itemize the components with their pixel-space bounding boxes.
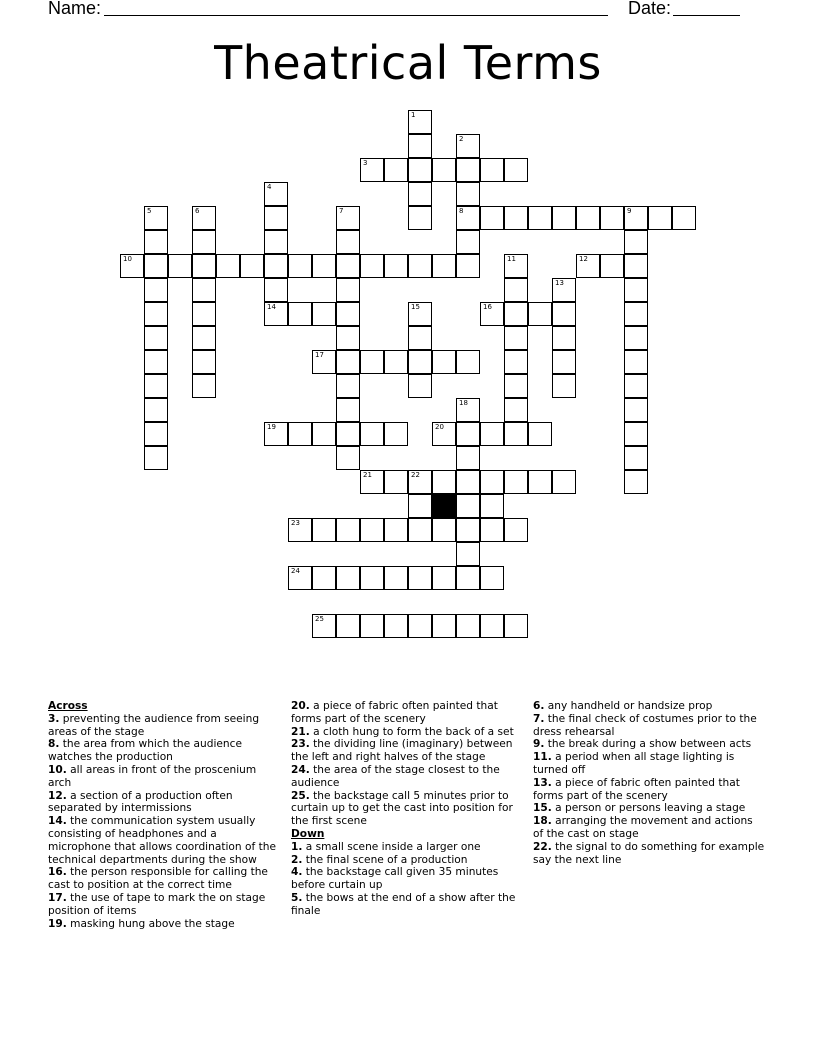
clue-item <box>48 764 278 790</box>
grid-cell[interactable] <box>528 422 552 446</box>
clue-item <box>291 738 521 764</box>
clue-column-3 <box>533 700 765 866</box>
grid-cell[interactable] <box>312 302 336 326</box>
grid-cell[interactable] <box>336 206 360 230</box>
grid-cell[interactable] <box>456 398 480 422</box>
grid-cell[interactable] <box>408 302 432 326</box>
grid-cell[interactable] <box>408 182 432 206</box>
clue-number: 13. <box>533 776 552 789</box>
grid-cell[interactable] <box>456 206 480 230</box>
grid-cell[interactable] <box>408 134 432 158</box>
grid-cell[interactable] <box>456 542 480 566</box>
grid-cell[interactable] <box>360 158 384 182</box>
grid-cell[interactable] <box>456 614 480 638</box>
clue-number: 16. <box>48 866 67 879</box>
grid-cell[interactable] <box>264 206 288 230</box>
grid-cell[interactable] <box>144 398 168 422</box>
clue-text: any handheld or handsize prop <box>544 700 713 712</box>
clue-item <box>291 866 521 892</box>
clue-item <box>533 751 765 777</box>
clue-number: 7. <box>533 712 545 725</box>
grid-cell[interactable] <box>528 470 552 494</box>
clue-text: a person or persons leaving a stage <box>551 802 746 815</box>
grid-cell[interactable] <box>192 302 216 326</box>
grid-cell[interactable] <box>264 254 288 278</box>
grid-cell[interactable] <box>480 494 504 518</box>
grid-cell[interactable] <box>456 158 480 182</box>
grid-cell[interactable] <box>192 326 216 350</box>
grid-cell[interactable] <box>312 518 336 542</box>
grid-cell[interactable] <box>192 374 216 398</box>
grid-cell[interactable] <box>432 350 456 374</box>
grid-cell[interactable] <box>504 422 528 446</box>
grid-cell[interactable] <box>552 374 576 398</box>
clue-number: 2. <box>291 853 303 866</box>
grid-cell[interactable] <box>504 518 528 542</box>
grid-cell[interactable] <box>408 254 432 278</box>
grid-cell[interactable] <box>600 206 624 230</box>
grid-cell[interactable] <box>144 206 168 230</box>
grid-cell[interactable] <box>336 326 360 350</box>
grid-cell[interactable] <box>552 278 576 302</box>
cell-number: 10 <box>123 255 132 263</box>
black-cell <box>432 494 456 518</box>
cell-number: 25 <box>315 615 324 623</box>
grid-cell[interactable] <box>480 614 504 638</box>
clue-column-1 <box>48 700 278 930</box>
grid-cell[interactable] <box>648 206 672 230</box>
grid-cell[interactable] <box>144 350 168 374</box>
grid-cell[interactable] <box>456 422 480 446</box>
grid-cell[interactable] <box>456 446 480 470</box>
cell-number: 14 <box>267 303 276 311</box>
clue-text: the bows at the end of a show after the finale <box>291 891 516 917</box>
grid-cell[interactable] <box>192 230 216 254</box>
grid-cell[interactable] <box>264 302 288 326</box>
grid-cell[interactable] <box>552 206 576 230</box>
cell-number: 16 <box>483 303 492 311</box>
cell-number: 20 <box>435 423 444 431</box>
clue-item <box>48 892 278 918</box>
grid-cell[interactable] <box>384 350 408 374</box>
grid-cell[interactable] <box>504 302 528 326</box>
cell-number: 11 <box>507 255 516 263</box>
cell-number: 2 <box>459 135 464 143</box>
clue-item <box>48 738 278 764</box>
grid-cell[interactable] <box>528 302 552 326</box>
grid-cell[interactable] <box>456 254 480 278</box>
grid-cell[interactable] <box>288 422 312 446</box>
grid-cell[interactable] <box>600 254 624 278</box>
grid-cell[interactable] <box>480 158 504 182</box>
name-label: Name: <box>48 0 102 18</box>
grid-cell[interactable] <box>408 374 432 398</box>
grid-cell[interactable] <box>624 302 648 326</box>
grid-cell[interactable] <box>216 254 240 278</box>
clue-number: 10. <box>48 763 67 776</box>
grid-cell[interactable] <box>624 230 648 254</box>
clue-text: a cloth hung to form the back of a set <box>309 725 514 738</box>
clue-text: the final check of costumes prior to the dress rehearsal <box>533 712 757 738</box>
clue-number: 20. <box>291 700 310 712</box>
grid-cell[interactable] <box>312 614 336 638</box>
grid-cell[interactable] <box>624 422 648 446</box>
grid-cell[interactable] <box>312 422 336 446</box>
clue-number: 15. <box>533 802 552 815</box>
grid-cell[interactable] <box>552 470 576 494</box>
grid-cell[interactable] <box>360 470 384 494</box>
grid-cell[interactable] <box>432 614 456 638</box>
clue-text: the use of tape to mark the on stage position of items <box>48 891 266 917</box>
grid-cell[interactable] <box>456 350 480 374</box>
cell-number: 15 <box>411 303 420 311</box>
clue-text: all areas in front of the proscenium arch <box>48 763 257 789</box>
grid-cell[interactable] <box>144 422 168 446</box>
clue-item <box>48 790 278 816</box>
cell-number: 12 <box>579 255 588 263</box>
clue-number: 9. <box>533 738 545 751</box>
grid-cell[interactable] <box>408 566 432 590</box>
grid-cell[interactable] <box>480 302 504 326</box>
clue-number: 24. <box>291 763 310 776</box>
grid-cell[interactable] <box>504 206 528 230</box>
cell-number: 6 <box>195 207 200 215</box>
grid-cell[interactable] <box>408 518 432 542</box>
clue-text: a small scene inside a larger one <box>302 840 481 853</box>
grid-cell[interactable] <box>384 518 408 542</box>
cell-number: 8 <box>459 207 464 215</box>
grid-cell[interactable] <box>624 398 648 422</box>
grid-cell[interactable] <box>624 278 648 302</box>
cell-number: 1 <box>411 111 416 119</box>
grid-cell[interactable] <box>312 254 336 278</box>
grid-cell[interactable] <box>408 206 432 230</box>
grid-cell[interactable] <box>504 398 528 422</box>
grid-cell[interactable] <box>384 158 408 182</box>
grid-cell[interactable] <box>480 518 504 542</box>
grid-cell[interactable] <box>624 470 648 494</box>
clue-item <box>291 892 521 918</box>
grid-cell[interactable] <box>312 566 336 590</box>
clue-number: 8. <box>48 738 60 751</box>
cell-number: 17 <box>315 351 324 359</box>
clue-text: the dividing line (imaginary) between the left and right halves of the stage <box>291 738 513 764</box>
grid-cell[interactable] <box>480 206 504 230</box>
grid-cell[interactable] <box>624 326 648 350</box>
clue-number: 19. <box>48 917 67 930</box>
grid-cell[interactable] <box>264 278 288 302</box>
cell-number: 4 <box>267 183 272 191</box>
grid-cell[interactable] <box>624 206 648 230</box>
clue-text: a section of a production often separated by intermissions <box>48 789 233 815</box>
grid-cell[interactable] <box>408 494 432 518</box>
grid-cell[interactable] <box>456 470 480 494</box>
grid-cell[interactable] <box>504 350 528 374</box>
grid-cell[interactable] <box>192 278 216 302</box>
cell-number: 19 <box>267 423 276 431</box>
cell-number: 22 <box>411 471 420 479</box>
clue-number: 21. <box>291 725 310 738</box>
grid-cell[interactable] <box>624 254 648 278</box>
grid-cell[interactable] <box>408 470 432 494</box>
clue-number: 1. <box>291 840 303 853</box>
clue-text: a piece of fabric often painted that forms part of the scenery <box>533 776 740 802</box>
clue-item <box>533 713 765 739</box>
grid-cell[interactable] <box>192 206 216 230</box>
grid-cell[interactable] <box>336 422 360 446</box>
cell-number: 7 <box>339 207 344 215</box>
grid-cell[interactable] <box>336 254 360 278</box>
grid-cell[interactable] <box>336 446 360 470</box>
grid-cell[interactable] <box>528 206 552 230</box>
grid-cell[interactable] <box>360 518 384 542</box>
clue-number: 17. <box>48 891 67 904</box>
grid-cell[interactable] <box>192 254 216 278</box>
grid-cell[interactable] <box>432 158 456 182</box>
clue-number: 25. <box>291 789 310 802</box>
grid-cell[interactable] <box>384 422 408 446</box>
clue-text: the backstage call 5 minutes prior to curtain up to get the cast into position for the first scene <box>291 789 513 828</box>
clue-item <box>48 866 278 892</box>
clue-number: 12. <box>48 789 67 802</box>
clue-item <box>533 700 765 713</box>
grid-cell[interactable] <box>384 566 408 590</box>
date-label: Date: <box>628 0 672 18</box>
clue-item <box>533 802 765 815</box>
grid-cell[interactable] <box>504 158 528 182</box>
clue-text: the communication system usually consisting of headphones and a microphone that allows coordination of the technical departments during the show <box>48 815 276 866</box>
cell-number: 3 <box>363 159 368 167</box>
grid-cell[interactable] <box>336 350 360 374</box>
grid-cell[interactable] <box>480 566 504 590</box>
grid-cell[interactable] <box>288 254 312 278</box>
grid-cell[interactable] <box>336 518 360 542</box>
clue-number: 6. <box>533 700 545 712</box>
grid-cell[interactable] <box>456 230 480 254</box>
clue-number: 4. <box>291 866 303 879</box>
grid-cell[interactable] <box>120 254 144 278</box>
clue-text: masking hung above the stage <box>66 917 235 930</box>
grid-cell[interactable] <box>336 302 360 326</box>
grid-cell[interactable] <box>288 302 312 326</box>
grid-cell[interactable] <box>264 182 288 206</box>
grid-cell[interactable] <box>576 254 600 278</box>
clue-item <box>291 764 521 790</box>
grid-cell[interactable] <box>504 614 528 638</box>
grid-cell[interactable] <box>144 230 168 254</box>
grid-cell[interactable] <box>384 254 408 278</box>
grid-cell[interactable] <box>384 614 408 638</box>
clue-item <box>533 738 765 751</box>
grid-cell[interactable] <box>360 254 384 278</box>
grid-cell[interactable] <box>408 326 432 350</box>
clue-item <box>291 854 521 867</box>
grid-cell[interactable] <box>408 110 432 134</box>
clue-text: the backstage call given 35 minutes before curtain up <box>291 866 499 892</box>
clue-text: the signal to do something for example say the next line <box>533 840 765 866</box>
grid-cell[interactable] <box>360 566 384 590</box>
clue-item <box>291 700 521 726</box>
grid-cell[interactable] <box>360 614 384 638</box>
grid-cell[interactable] <box>264 422 288 446</box>
grid-cell[interactable] <box>624 350 648 374</box>
grid-cell[interactable] <box>288 566 312 590</box>
clue-item <box>533 841 765 867</box>
grid-cell[interactable] <box>144 326 168 350</box>
clue-text: the area from which the audience watches the production <box>48 738 242 764</box>
grid-cell[interactable] <box>456 518 480 542</box>
grid-cell[interactable] <box>432 422 456 446</box>
grid-cell[interactable] <box>240 254 264 278</box>
grid-cell[interactable] <box>144 278 168 302</box>
grid-cell[interactable] <box>456 134 480 158</box>
grid-cell[interactable] <box>504 326 528 350</box>
grid-cell[interactable] <box>360 350 384 374</box>
down-heading: Down <box>291 827 325 840</box>
clue-column-2 <box>291 700 521 918</box>
cell-number: 13 <box>555 279 564 287</box>
clue-number: 11. <box>533 751 552 764</box>
clue-item <box>291 841 521 854</box>
cell-number: 23 <box>291 519 300 527</box>
grid-cell[interactable] <box>624 374 648 398</box>
grid-cell[interactable] <box>408 614 432 638</box>
grid-cell[interactable] <box>144 302 168 326</box>
grid-cell[interactable] <box>144 374 168 398</box>
cell-number: 24 <box>291 567 300 575</box>
grid-cell[interactable] <box>336 614 360 638</box>
clue-item <box>533 815 765 841</box>
page-title: Theatrical Terms <box>214 36 602 90</box>
clue-number: 3. <box>48 712 60 725</box>
clue-item <box>48 815 278 866</box>
clue-text: a piece of fabric often painted that forms part of the scenery <box>291 700 498 725</box>
grid-cell[interactable] <box>672 206 696 230</box>
grid-cell[interactable] <box>504 278 528 302</box>
grid-cell[interactable] <box>336 398 360 422</box>
clue-text: the break during a show between acts <box>544 738 752 751</box>
grid-cell[interactable] <box>408 350 432 374</box>
clue-number: 22. <box>533 840 552 853</box>
grid-cell[interactable] <box>504 470 528 494</box>
cell-number: 9 <box>627 207 632 215</box>
grid-cell[interactable] <box>480 422 504 446</box>
cell-number: 21 <box>363 471 372 479</box>
grid-cell[interactable] <box>552 326 576 350</box>
grid-cell[interactable] <box>456 494 480 518</box>
grid-cell[interactable] <box>624 446 648 470</box>
grid-cell[interactable] <box>336 278 360 302</box>
grid-cell[interactable] <box>456 182 480 206</box>
grid-cell[interactable] <box>504 254 528 278</box>
grid-cell[interactable] <box>144 446 168 470</box>
grid-cell[interactable] <box>576 206 600 230</box>
across-heading: Across <box>48 700 88 712</box>
clue-text: the final scene of a production <box>302 853 468 866</box>
grid-cell[interactable] <box>456 566 480 590</box>
grid-cell[interactable] <box>552 302 576 326</box>
grid-cell[interactable] <box>504 374 528 398</box>
clue-text: the area of the stage closest to the audience <box>291 763 500 789</box>
clue-item <box>291 790 521 828</box>
grid-cell[interactable] <box>360 422 384 446</box>
grid-cell[interactable] <box>264 230 288 254</box>
grid-cell[interactable] <box>336 230 360 254</box>
clue-item <box>48 713 278 739</box>
clue-text: a period when all stage lighting is turned off <box>533 751 735 776</box>
clue-text: the person responsible for calling the cast to position at the correct time <box>48 866 268 892</box>
grid-cell[interactable] <box>288 518 312 542</box>
clue-number: 18. <box>533 815 552 828</box>
grid-cell[interactable] <box>336 566 360 590</box>
clue-item <box>291 726 521 739</box>
clue-number: 14. <box>48 815 67 828</box>
grid-cell[interactable] <box>192 350 216 374</box>
clue-item <box>48 918 278 931</box>
grid-cell[interactable] <box>408 158 432 182</box>
grid-cell[interactable] <box>312 350 336 374</box>
grid-cell[interactable] <box>432 518 456 542</box>
clue-number: 23. <box>291 738 310 751</box>
grid-cell[interactable] <box>432 470 456 494</box>
grid-cell[interactable] <box>144 254 168 278</box>
grid-cell[interactable] <box>432 254 456 278</box>
grid-cell[interactable] <box>168 254 192 278</box>
grid-cell[interactable] <box>384 470 408 494</box>
grid-cell[interactable] <box>552 350 576 374</box>
cell-number: 18 <box>459 399 468 407</box>
clue-item <box>533 777 765 803</box>
grid-cell[interactable] <box>480 470 504 494</box>
clue-text: arranging the movement and actions of the cast on stage <box>533 815 753 840</box>
grid-cell[interactable] <box>432 566 456 590</box>
clue-text: preventing the audience from seeing areas of the stage <box>48 712 260 738</box>
grid-cell[interactable] <box>336 374 360 398</box>
clue-number: 5. <box>291 891 303 904</box>
cell-number: 5 <box>147 207 152 215</box>
